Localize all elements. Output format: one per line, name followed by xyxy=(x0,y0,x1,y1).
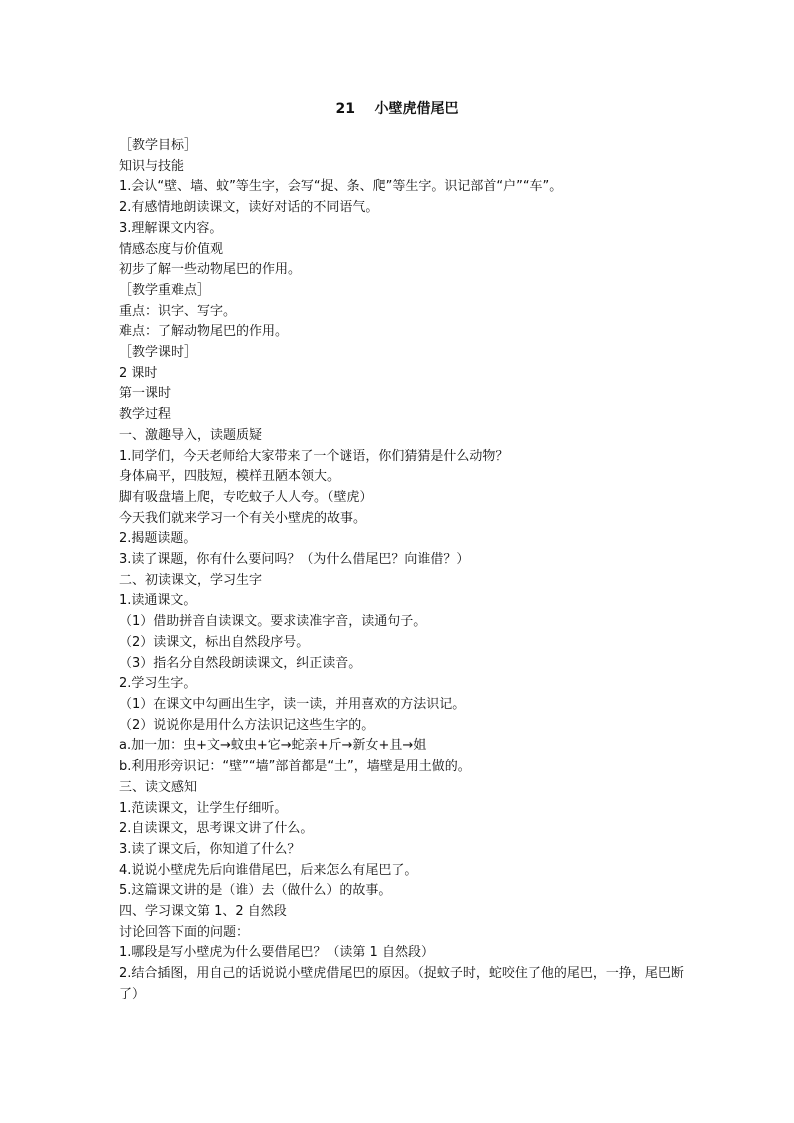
text-line: a.加一加：虫+文→蚊虫+它→蛇亲+斤→新女+且→姐 xyxy=(119,738,427,754)
text-line: 2.学习生字。 xyxy=(119,676,197,692)
section-heading: ［教学课时］ xyxy=(119,345,198,361)
text-line: 2.有感情地朗读课文，读好对话的不同语气。 xyxy=(119,200,379,216)
text-line: （1）借助拼音自读课文。要求读准字音，读通句子。 xyxy=(119,614,427,630)
subheading: 知识与技能 xyxy=(119,158,185,174)
text-line: （1）在课文中勾画出生字，读一读，并用喜欢的方法识记。 xyxy=(119,696,466,712)
text-line: 今天我们就来学习一个有关小壁虎的故事。 xyxy=(119,510,367,526)
text-line: 3.读了课题，你有什么要问吗？（为什么借尾巴？向谁借？） xyxy=(119,552,470,568)
subheading: 教学过程 xyxy=(119,407,172,423)
section-heading: ［教学重难点］ xyxy=(119,282,211,298)
text-line: 4.说说小壁虎先后向谁借尾巴，后来怎么有尾巴了。 xyxy=(119,862,418,878)
text-line: 1.同学们，今天老师给大家带来了一个谜语，你们猜猜是什么动物？ xyxy=(119,448,509,464)
text-line: 讨论回答下面的问题： xyxy=(119,924,250,940)
text-line: 身体扁平，四肢短，模样丑陋本领大。 xyxy=(119,469,341,485)
step-heading: 一、激趣导入，读题质疑 xyxy=(119,427,263,443)
text-line: 1.读通课文。 xyxy=(119,593,197,609)
section-heading: ［教学目标］ xyxy=(119,138,198,153)
text-line: 1.哪段是写小壁虎为什么要借尾巴？（读第 1 自然段） xyxy=(119,945,434,961)
document-body xyxy=(119,136,689,1006)
text-line: 2.揭题读题。 xyxy=(119,531,197,547)
text-line: 1.范读课文，让学生仔细听。 xyxy=(119,800,288,816)
text-line: b.利用形旁识记：“壁”“墙”部首都是“土”，墙壁是用土做的。 xyxy=(119,759,471,775)
text-line: 5.这篇课文讲的是（谁）去（做什么）的故事。 xyxy=(119,883,392,899)
document-title: 21 小壁虎借尾巴 xyxy=(335,101,459,117)
text-line: （2）读课文，标出自然段序号。 xyxy=(119,634,310,650)
step-heading: 二、初读课文，学习生字 xyxy=(119,572,263,588)
text-line: 难点：了解动物尾巴的作用。 xyxy=(119,324,289,340)
subheading: 情感态度与价值观 xyxy=(119,241,224,257)
subheading: 第一课时 xyxy=(119,386,172,402)
text-line: 2.自读课文，思考课文讲了什么。 xyxy=(119,821,314,837)
text-line: 初步了解一些动物尾巴的作用。 xyxy=(119,262,302,278)
text-line: （3）指名分自然段朗读课文，纠正读音。 xyxy=(119,655,362,671)
text-line: 2.结合插图，用自己的话说说小壁虎借尾巴的原因。（捉蚊子时，蛇咬住了他的尾巴，一挣，尾巴断了） xyxy=(119,966,684,1002)
step-heading: 四、学习课文第 1、2 自然段 xyxy=(119,904,287,920)
text-line: （2）说说你是用什么方法识记这些生字的。 xyxy=(119,717,375,733)
text-line: 2 课时 xyxy=(119,365,158,381)
text-line: 重点：识字、写字。 xyxy=(119,303,237,319)
text-line: 脚有吸盘墙上爬，专吃蚊子人人夸。（壁虎） xyxy=(119,489,373,505)
text-line: 3.理解课文内容。 xyxy=(119,220,223,236)
text-line: 3.读了课文后，你知道了什么？ xyxy=(119,841,301,857)
text-line: 1.会认“壁、墙、蚊”等生字，会写“捉、条、爬”等生字。识记部首“户”“车”。 xyxy=(119,179,563,195)
step-heading: 三、读文感知 xyxy=(119,779,198,795)
